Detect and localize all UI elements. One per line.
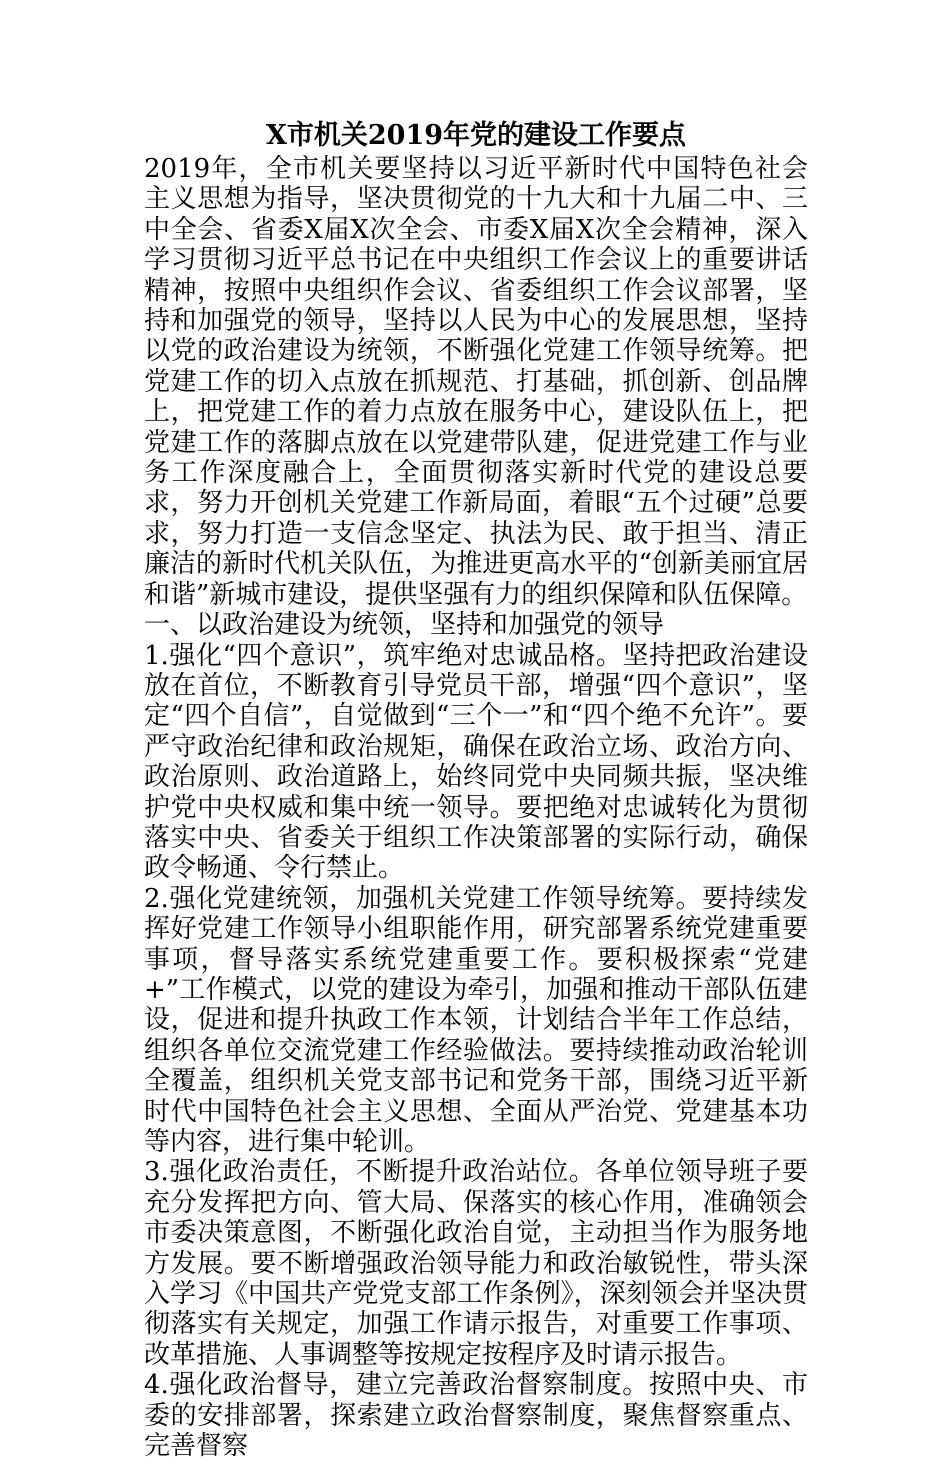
- item-paragraph-2: 2.强化党建统领，加强机关党建工作领导统筹。要持续发挥好党建工作领导小组职能作用，研究部署系统党建重要事项，督导落实系统党建重要工作。要积极探索“党建+”工作模式，以党的建设为牵引，加强和推动干部队伍建设，促进和提升执政工作本领，计划结合半年工作总结，组织各单位交流党建工作经验做法。要持续推动政治轮训全覆盖，组织机关党支部书记和党务干部，围绕习近平新时代中国特色社会主义思想、全面从严治党、党建基本功等内容，进行集中轮训。: [144, 883, 808, 1157]
- intro-paragraph: 2019年，全市机关要坚持以习近平新时代中国特色社会主义思想为指导，坚决贯彻党的十九大和十九届二中、三中全会、省委X届X次全会、市委X届X次全会精神，深入学习贯彻习近平总书记在中央组织工作会议上的重要讲话精神，按照中央组织作会议、省委组织工作会议部署，坚持和加强党的领导，坚持以人民为中心的发展思想，坚持以党的政治建设为统领，不断强化党建工作领导统筹。把党建工作的切入点放在抓规范、打基础，抓创新、创品牌上，把党建工作的着力点放在服务中心，建设队伍上，把党建工作的落脚点放在以党建带队建，促进党建工作与业务工作深度融合上，全面贯彻落实新时代党的建设总要求，努力开创机关党建工作新局面，着眼“五个过硬”总要求，努力打造一支信念坚定、执法为民、敢于担当、清正廉洁的新时代机关队伍，为推进更高水平的“创新美丽宜居和谐”新城市建设，提供坚强有力的组织保障和队伍保障。: [144, 154, 808, 610]
- document-page: [144, 118, 808, 1461]
- item-paragraph-4: 4.强化政治督导，建立完善政治督察制度。按照中央、市委的安排部署，探索建立政治督察制度，聚焦督察重点、完善督察: [144, 1370, 808, 1461]
- item-paragraph-3: 3.强化政治责任，不断提升政治站位。各单位领导班子要充分发挥把方向、管大局、保落实的核心作用，准确领会市委决策意图，不断强化政治自觉，主动担当作为服务地方发展。要不断增强政治领导能力和政治敏锐性，带头深入学习《中国共产党党支部工作条例》，深刻领会并坚决贯彻落实有关规定，加强工作请示报告，对重要工作事项、改革措施、人事调整等按规定按程序及时请示报告。: [144, 1157, 808, 1370]
- section-heading: 一、以政治建设为统领，坚持和加强党的领导: [144, 610, 665, 641]
- item-paragraph-1: 1.强化“四个意识”，筑牢绝对忠诚品格。坚持把政治建设放在首位，不断教育引导党员干部，增强“四个意识”，坚定“四个自信”，自觉做到“三个一”和“四个绝不允许”。要严守政治纪律和政治规矩，确保在政治立场、政治方向、政治原则、政治道路上，始终同党中央同频共振，坚决维护党中央权威和集中统一领导。要把绝对忠诚转化为贯彻落实中央、省委关于组织工作决策部署的实际行动，确保政令畅通、令行禁止。: [144, 640, 808, 884]
- document-title: X市机关2019年党的建设工作要点: [265, 120, 687, 151]
